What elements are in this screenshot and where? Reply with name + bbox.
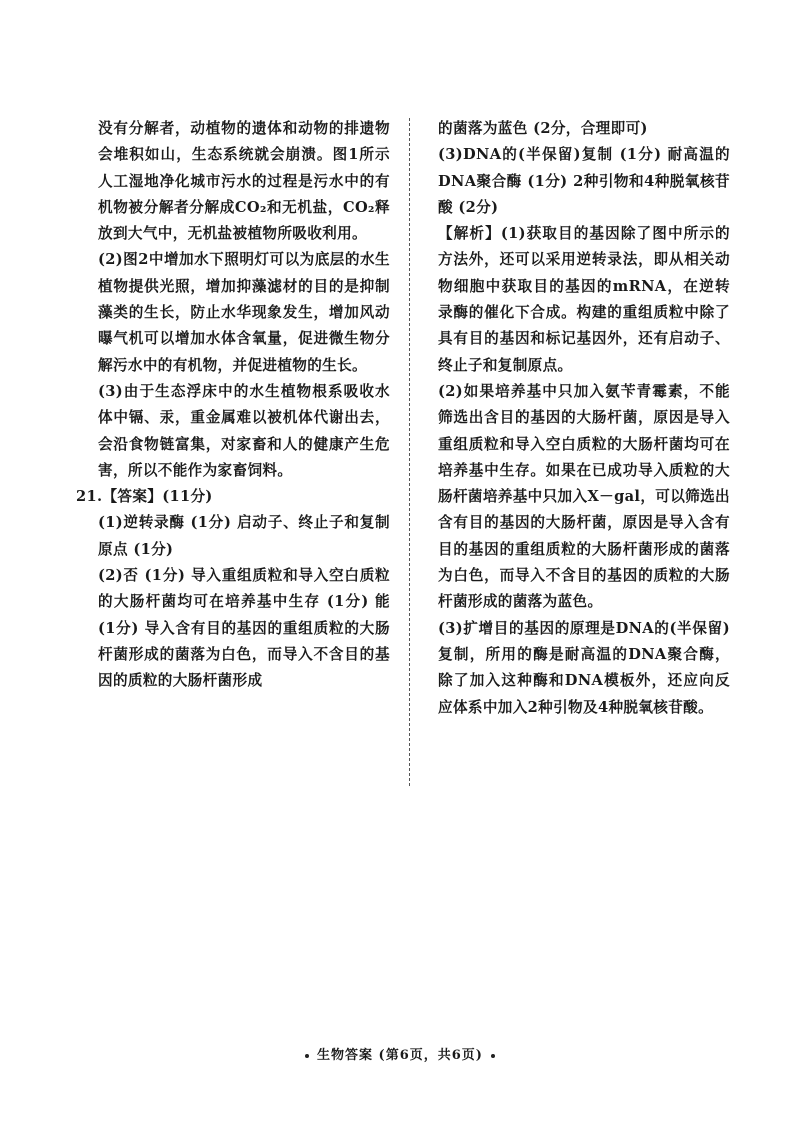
answer-21-part2: (2)否 (1分) 导入重组质粒和导入空白质粒的大肠杆菌均可在培养基中生存 (1分) 能 (1分) 导入含有目的基因的重组质粒的大肠杆菌形成的菌落为白色，而导入不含目的基因的质粒的大肠杆菌形成 <box>98 567 390 690</box>
answer-21-part1: (1)逆转录酶 (1分) 启动子、终止子和复制原点 (1分) <box>98 514 390 558</box>
paragraph-floating-bed: (3)由于生态浮床中的水生植物根系吸收水体中镉、汞，重金属难以被机体代谢出去，会沿食物链富集，对家畜和人的健康产生危害，所以不能作为家畜饲料。 <box>98 382 390 479</box>
footer-text: 生物答案 (第6页，共6页) <box>317 1048 483 1063</box>
right-column <box>438 116 730 721</box>
paragraph-ecosystem: 没有分解者，动植物的遗体和动物的排遗物会堆积如山，生态系统就会崩溃。图1所示人工湿地净化城市污水的过程是污水中的有机物被分解者分解成CO₂和无机盐，CO₂释放到大气中，无机盐被植物所吸收利用。 <box>98 120 390 243</box>
analysis-part2: (2)如果培养基中只加入氨苄青霉素，不能筛选出含目的基因的大肠杆菌，原因是导入重组质粒和导入空白质粒的大肠杆菌均可在培养基中生存。如果在已成功导入质粒的大肠杆菌培养基中只加入X－gal，可以筛选出含有目的基因的大肠杆菌，原因是导入含有目的基因的重组质粒的大肠杆菌形成的菌落为白色，而导入不含目的基因的质粒的大肠杆菌形成的菌落为蓝色。 <box>438 382 730 611</box>
answer-21-part2-continued: 的菌落为蓝色 (2分，合理即可) <box>438 120 648 137</box>
question-21-heading: 21.【答案】(11分) <box>76 488 213 506</box>
answer-21-part3: (3)DNA的(半保留)复制 (1分) 耐高温的DNA聚合酶 (1分) 2种引物和4种脱氧核苷酸 (2分) <box>438 146 730 216</box>
analysis-part3: (3)扩增目的基因的原理是DNA的(半保留)复制，所用的酶是耐高温的DNA聚合酶，除了加入这种酶和DNA模板外，还应向反应体系中加入2种引物及4种脱氧核苷酸。 <box>438 619 730 716</box>
page-footer <box>0 1044 800 1063</box>
bullet-icon <box>305 1054 309 1058</box>
paragraph-figure2: (2)图2中增加水下照明灯可以为底层的水生植物提供光照，增加抑藻滤材的目的是抑制藻类的生长，防止水华现象发生，增加风动曝气机可以增加水体含氧量，促进微生物分解污水中的有机物，并促进植物的生长。 <box>98 251 390 374</box>
left-column <box>76 116 390 695</box>
analysis-part1: 【解析】(1)获取目的基因除了图中所示的方法外，还可以采用逆转录法，即从相关动物细胞中获取目的基因的mRNA，在逆转录酶的催化下合成。构建的重组质粒中除了具有目的基因和标记基因外，还有启动子、终止子和复制原点。 <box>438 225 730 374</box>
column-divider <box>409 118 410 786</box>
bullet-icon <box>491 1054 495 1058</box>
